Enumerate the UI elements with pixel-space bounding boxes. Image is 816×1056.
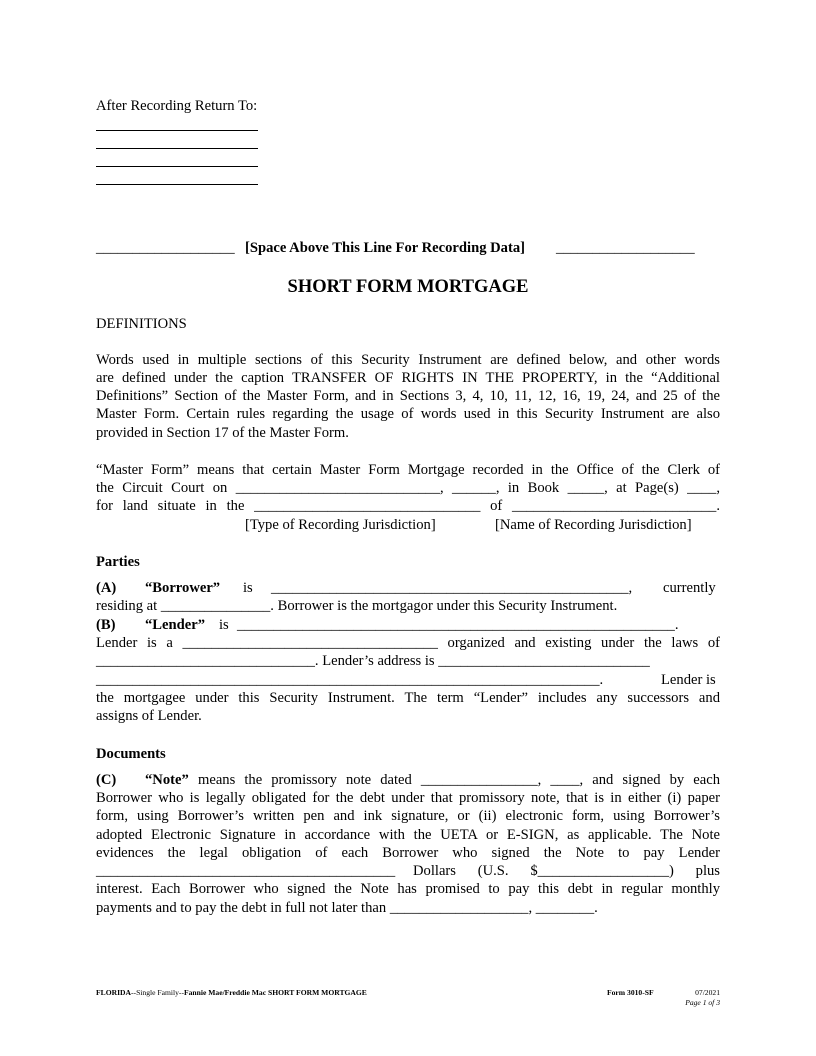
note-term: “Note” [145, 772, 189, 788]
caption-name-of-jurisdiction: [Name of Recording Jurisdiction] [495, 517, 692, 533]
definitions-paragraph-line: are defined under the caption TRANSFER OF RIGHTS IN THE PROPERTY, in the “Additional [96, 370, 720, 386]
master-form-line: for land situate in the _______________________________ of ____________________________. [96, 498, 720, 514]
borrower-name-blank: _________________________________________________, [271, 580, 633, 596]
lender-organization-line: Lender is a ___________________________________ organized and existing under the laws of [96, 635, 720, 651]
borrower-currently: currently [663, 580, 716, 596]
return-address-line-3 [96, 166, 258, 167]
lender-id: (B) [96, 617, 116, 633]
footer-form-number: Form 3010-SF [607, 988, 654, 997]
definitions-paragraph-line: Master Form. Certain rules regarding the usage of words used in this Security Instrument are also [96, 406, 720, 422]
return-address-line-4 [96, 184, 258, 185]
lender-address-blank: _____________________________________________________________________. [96, 672, 604, 688]
footer-page-number: Page 1 of 3 [685, 998, 720, 1007]
recording-header-left-fill: ___________________ [96, 240, 235, 256]
return-to-label: After Recording Return To: [96, 98, 258, 114]
lender-mortgagee-line: the mortgagee under this Security Instrument. The term “Lender” includes any successors and [96, 690, 720, 706]
note-paragraph-line: interest. Each Borrower who signed the Note has promised to pay this debt in regular monthly [96, 881, 720, 897]
master-form-line: “Master Form” means that certain Master Form Mortgage recorded in the Office of the Clerk of [96, 462, 720, 478]
master-form-line: the Circuit Court on ____________________________, ______, in Book _____, at Page(s) ____, [96, 480, 720, 496]
definitions-paragraph-line: Definitions” Section of the Master Form, and in Sections 3, 4, 10, 11, 12, 16, 19, 24, and 25 of the [96, 388, 720, 404]
lender-name-blank: ____________________________________________________________. [237, 617, 679, 633]
note-definition-line: means the promissory note dated ________________, ____, and signed by each [198, 772, 720, 788]
footer-form-description: FLORIDA--Single Family--Fannie Mae/Freddie Mac SHORT FORM MORTGAGE [96, 988, 367, 997]
borrower-id: (A) [96, 580, 117, 596]
note-paragraph-line: form, using Borrower’s written pen and ink signature, or (ii) electronic form, using Borrower’s [96, 808, 720, 824]
return-address-line-2 [96, 148, 258, 149]
note-id: (C) [96, 772, 117, 788]
documents-heading: Documents [96, 746, 166, 762]
lender-term: “Lender” [145, 617, 205, 633]
definitions-heading: DEFINITIONS [96, 316, 187, 332]
note-paragraph-line: evidences the legal obligation of each Borrower who signed the Note to pay Lender [96, 845, 720, 861]
note-dollars-text: Dollars (U.S. $__________________) plus [413, 863, 720, 879]
definitions-paragraph-line: Words used in multiple sections of this Security Instrument are defined below, and other words [96, 352, 720, 368]
document-title: SHORT FORM MORTGAGE [287, 277, 529, 297]
lender-assigns-line: assigns of Lender. [96, 708, 202, 724]
note-due-date-line: payments and to pay the debt in full not later than ___________________, ________. [96, 900, 598, 916]
definitions-paragraph-line: provided in Section 17 of the Master Form. [96, 425, 349, 441]
recording-header-text: [Space Above This Line For Recording Data] [245, 240, 525, 256]
footer-form-date: 07/2021 [695, 988, 720, 997]
return-address-line-1 [96, 130, 258, 131]
borrower-term: “Borrower” [145, 580, 221, 596]
recording-header-right-fill: ___________________ [556, 240, 695, 256]
lender-is-continued: Lender is [661, 672, 716, 688]
parties-heading: Parties [96, 554, 140, 570]
lender-address-line: ______________________________. Lender’s address is _____________________________ [96, 653, 650, 669]
caption-type-of-jurisdiction: [Type of Recording Jurisdiction] [245, 517, 436, 533]
note-dollars-blank: _________________________________________ [96, 863, 396, 879]
note-paragraph-line: Borrower who is legally obligated for the debt under that promissory note, that is in either (i) paper [96, 790, 720, 806]
lender-is: is [219, 617, 229, 633]
borrower-is: is [243, 580, 253, 596]
borrower-residence-line: residing at _______________. Borrower is the mortgagor under this Security Instrument. [96, 598, 618, 614]
note-paragraph-line: adopted Electronic Signature in accordance with the UETA or E-SIGN, as applicable. The Note [96, 827, 720, 843]
